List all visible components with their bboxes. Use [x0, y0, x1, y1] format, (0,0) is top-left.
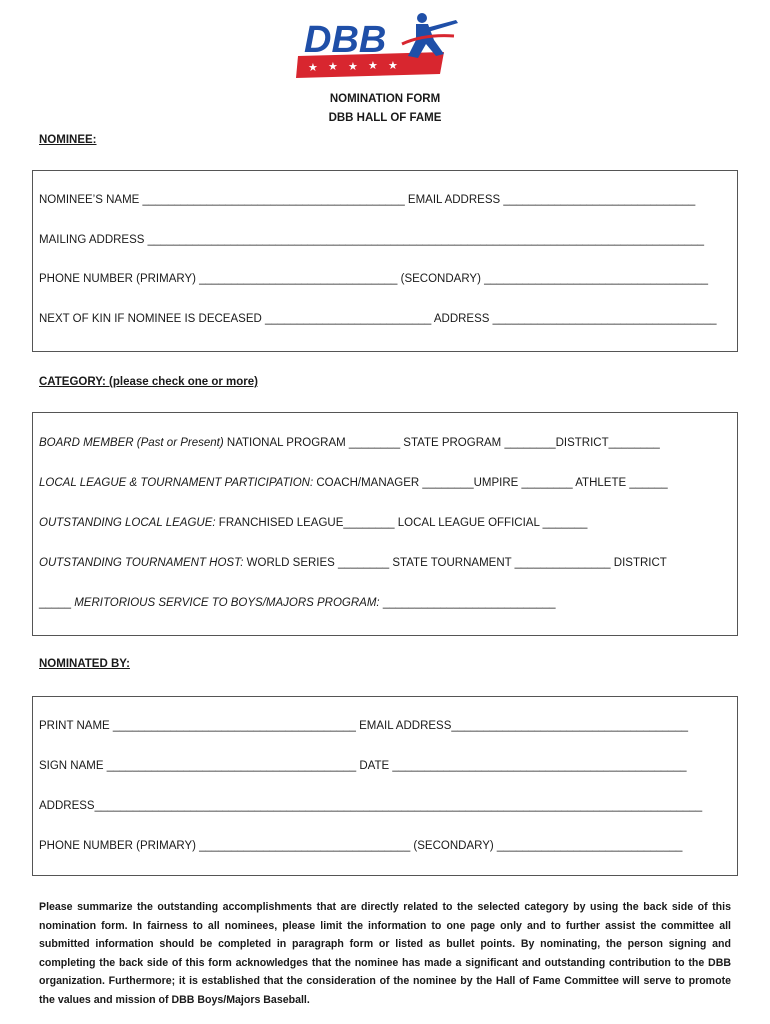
- svg-text:★: ★: [388, 59, 398, 72]
- category-row-meritorious-service[interactable]: [39, 597, 556, 609]
- svg-text:★: ★: [328, 60, 338, 73]
- svg-text:★: ★: [308, 61, 318, 74]
- category-row-options[interactable]: NATIONAL PROGRAM ________ STATE PROGRAM ________DISTRICT________: [223, 437, 660, 449]
- category-row-local-league-participation[interactable]: [39, 477, 668, 489]
- category-row-label: LOCAL LEAGUE & TOURNAMENT PARTICIPATION:: [39, 477, 314, 489]
- nominee-next-of-kin-line[interactable]: NEXT OF KIN IF NOMINEE IS DECEASED __________________________ ADDRESS ___________________________________: [39, 313, 717, 325]
- category-row-options[interactable]: COACH/MANAGER ________UMPIRE ________ ATHLETE ______: [313, 477, 668, 489]
- nominator-print-name-line[interactable]: PRINT NAME ______________________________________ EMAIL ADDRESS_____________________________________: [39, 720, 689, 732]
- category-row-tournament-host[interactable]: [39, 557, 667, 569]
- category-row-options[interactable]: ___________________________: [379, 597, 556, 609]
- nominee-mailing-address-line[interactable]: MAILING ADDRESS _______________________________________________________________________________________: [39, 234, 705, 246]
- category-row-label: MERITORIOUS SERVICE TO BOYS/MAJORS PROGRAM:: [74, 597, 380, 609]
- category-row-board-member[interactable]: [39, 437, 660, 449]
- form-title: NOMINATION FORM: [329, 93, 441, 105]
- nominee-heading: NOMINEE:: [39, 134, 97, 146]
- nominator-sign-name-line[interactable]: SIGN NAME _______________________________________ DATE ______________________________________________: [39, 760, 687, 772]
- category-row-label: OUTSTANDING LOCAL LEAGUE:: [39, 517, 216, 529]
- svg-text:★: ★: [368, 59, 378, 72]
- nominator-phone-line[interactable]: PHONE NUMBER (PRIMARY) _________________________________ (SECONDARY) _____________________________: [39, 840, 683, 852]
- category-row-label: BOARD MEMBER (Past or Present): [39, 437, 224, 449]
- dbb-logo: [294, 10, 474, 82]
- category-row-outstanding-local-league[interactable]: [39, 517, 587, 529]
- category-checkbox-blank[interactable]: _____: [39, 597, 75, 609]
- instructions-paragraph: Please summarize the outstanding accomplishments that are directly related to the selected category by using the back side of this nomination form. In fairness to all nominees, please limit the information to one page only and to further assist the committee all submitted information should be completed in paragraph form or listed as bullet points. By nominating, the person signing and completing the back side of this form acknowledges that the nominee has made a significant and outstanding contribution to the DBB organization. Furthermore; it is established that the consideration of the nominee by the Hall of Fame Committee will serve to promote the values and mission of DBB Boys/Majors Baseball.: [39, 901, 731, 1006]
- category-row-label: OUTSTANDING TOURNAMENT HOST:: [39, 557, 244, 569]
- logo-text: DBB: [304, 19, 387, 61]
- nominee-phone-line[interactable]: PHONE NUMBER (PRIMARY) _______________________________ (SECONDARY) ___________________________________: [39, 273, 708, 285]
- category-row-options[interactable]: WORLD SERIES ________ STATE TOURNAMENT _______________ DISTRICT: [243, 557, 667, 569]
- nominator-address-line[interactable]: ADDRESS_______________________________________________________________________________________________: [39, 800, 703, 812]
- category-row-options[interactable]: FRANCHISED LEAGUE________ LOCAL LEAGUE OFFICIAL _______: [215, 517, 588, 529]
- form-subtitle: DBB HALL OF FAME: [328, 112, 442, 124]
- svg-text:★: ★: [348, 60, 358, 73]
- nominee-name-line[interactable]: NOMINEE’S NAME _________________________________________ EMAIL ADDRESS ______________________________: [39, 194, 696, 206]
- nominated-by-heading: NOMINATED BY:: [39, 658, 130, 670]
- category-heading: CATEGORY: (please check one or more): [39, 376, 258, 388]
